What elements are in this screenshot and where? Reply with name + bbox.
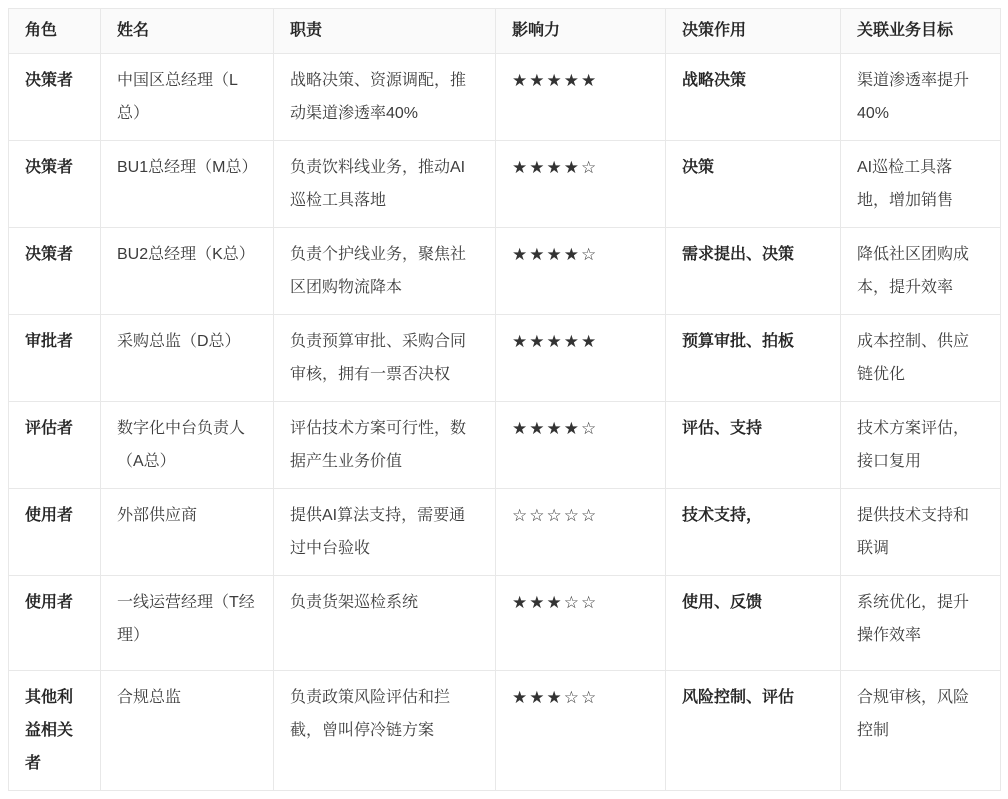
stakeholder-table bbox=[8, 8, 1001, 791]
cell-role: 审批者 bbox=[9, 315, 101, 402]
column-header-name: 姓名 bbox=[101, 9, 274, 54]
cell-goal: 降低社区团购成本，提升效率 bbox=[841, 228, 1001, 315]
cell-goal: 提供技术支持和联调 bbox=[841, 489, 1001, 576]
star-rating: ★★★★★ bbox=[496, 315, 666, 402]
cell-name: BU1总经理（M总） bbox=[101, 141, 274, 228]
cell-name: 采购总监（D总） bbox=[101, 315, 274, 402]
cell-goal: 渠道渗透率提升40% bbox=[841, 54, 1001, 141]
table-header bbox=[9, 9, 1001, 54]
cell-role: 其他利益相关者 bbox=[9, 671, 101, 791]
star-rating: ★★★☆☆ bbox=[496, 576, 666, 671]
cell-decision: 使用、反馈 bbox=[666, 576, 841, 671]
column-header-decision: 决策作用 bbox=[666, 9, 841, 54]
cell-duty: 评估技术方案可行性，数据产生业务价值 bbox=[274, 402, 496, 489]
cell-decision: 风险控制、评估 bbox=[666, 671, 841, 791]
cell-name: BU2总经理（K总） bbox=[101, 228, 274, 315]
cell-role: 决策者 bbox=[9, 54, 101, 141]
cell-goal: 技术方案评估，接口复用 bbox=[841, 402, 1001, 489]
table-row bbox=[9, 402, 1001, 489]
header-row bbox=[9, 9, 1001, 54]
cell-duty: 负责预算审批、采购合同审核，拥有一票否决权 bbox=[274, 315, 496, 402]
cell-duty: 提供AI算法支持，需要通过中台验收 bbox=[274, 489, 496, 576]
table-row bbox=[9, 54, 1001, 141]
table-row bbox=[9, 576, 1001, 671]
star-rating: ★★★★☆ bbox=[496, 141, 666, 228]
cell-name: 中国区总经理（L总） bbox=[101, 54, 274, 141]
cell-decision: 需求提出、决策 bbox=[666, 228, 841, 315]
table-row bbox=[9, 671, 1001, 791]
table-row bbox=[9, 228, 1001, 315]
cell-role: 决策者 bbox=[9, 141, 101, 228]
cell-role: 决策者 bbox=[9, 228, 101, 315]
cell-duty: 负责饮料线业务，推动AI巡检工具落地 bbox=[274, 141, 496, 228]
star-rating: ★★★★★ bbox=[496, 54, 666, 141]
cell-name: 数字化中台负责人（A总） bbox=[101, 402, 274, 489]
cell-decision: 评估、支持 bbox=[666, 402, 841, 489]
cell-goal: 合规审核，风险控制 bbox=[841, 671, 1001, 791]
cell-goal: AI巡检工具落地，增加销售 bbox=[841, 141, 1001, 228]
cell-role: 使用者 bbox=[9, 489, 101, 576]
cell-name: 一线运营经理（T经理） bbox=[101, 576, 274, 671]
cell-role: 使用者 bbox=[9, 576, 101, 671]
cell-role: 评估者 bbox=[9, 402, 101, 489]
column-header-goal: 关联业务目标 bbox=[841, 9, 1001, 54]
column-header-influence: 影响力 bbox=[496, 9, 666, 54]
cell-decision: 预算审批、拍板 bbox=[666, 315, 841, 402]
star-rating: ☆☆☆☆☆ bbox=[496, 489, 666, 576]
cell-name: 合规总监 bbox=[101, 671, 274, 791]
cell-decision: 技术支持， bbox=[666, 489, 841, 576]
cell-goal: 系统优化，提升操作效率 bbox=[841, 576, 1001, 671]
table-body bbox=[9, 54, 1001, 791]
cell-duty: 战略决策、资源调配，推动渠道渗透率40% bbox=[274, 54, 496, 141]
column-header-role: 角色 bbox=[9, 9, 101, 54]
cell-goal: 成本控制、供应链优化 bbox=[841, 315, 1001, 402]
cell-decision: 战略决策 bbox=[666, 54, 841, 141]
cell-duty: 负责政策风险评估和拦截，曾叫停冷链方案 bbox=[274, 671, 496, 791]
cell-duty: 负责货架巡检系统 bbox=[274, 576, 496, 671]
column-header-duty: 职责 bbox=[274, 9, 496, 54]
cell-name: 外部供应商 bbox=[101, 489, 274, 576]
cell-duty: 负责个护线业务，聚焦社区团购物流降本 bbox=[274, 228, 496, 315]
star-rating: ★★★★☆ bbox=[496, 402, 666, 489]
star-rating: ★★★☆☆ bbox=[496, 671, 666, 791]
cell-decision: 决策 bbox=[666, 141, 841, 228]
table-row bbox=[9, 489, 1001, 576]
table-row bbox=[9, 141, 1001, 228]
table-row bbox=[9, 315, 1001, 402]
star-rating: ★★★★☆ bbox=[496, 228, 666, 315]
